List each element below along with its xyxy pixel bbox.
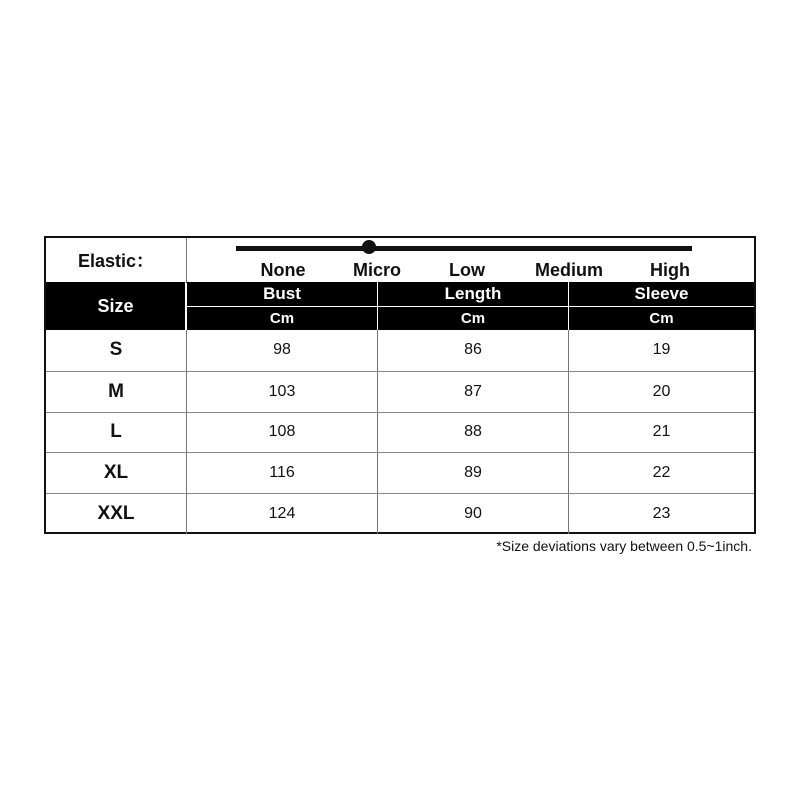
unit-label-sleeve: Cm (569, 307, 754, 330)
elastic-level-low: Low (449, 260, 485, 280)
elastic-scale-marker (362, 240, 376, 254)
unit-label-length: Cm (378, 307, 568, 330)
elastic-level-high: High (650, 260, 690, 280)
size-label: L (46, 413, 187, 453)
bust-value: 98 (187, 330, 378, 371)
bust-value: 116 (187, 453, 378, 493)
sleeve-value: 20 (652, 382, 671, 400)
length-value: 88 (378, 413, 569, 453)
size-label: XL (46, 453, 187, 493)
sleeve-value: 22 (652, 464, 671, 482)
bust-value: 103 (187, 372, 378, 412)
size-chart (44, 236, 756, 534)
sleeve-value: 21 (652, 423, 671, 441)
unit-label-bust: Cm (187, 307, 377, 330)
table-row (46, 452, 754, 493)
bust-value: 124 (187, 494, 378, 534)
size-table-body (46, 330, 754, 534)
size-label: S (46, 330, 187, 371)
column-header-bust: Bust (187, 282, 377, 306)
elastic-scale (187, 238, 754, 282)
elastic-label: Elastic： (46, 238, 187, 282)
sleeve-value: 19 (652, 341, 671, 359)
size-deviation-note: *Size deviations vary between 0.5~1inch. (496, 538, 752, 554)
column-header-sleeve: Sleeve (569, 282, 754, 306)
size-label: M (46, 372, 187, 412)
size-label: XXL (46, 494, 187, 534)
elastic-level-none: None (260, 260, 306, 280)
length-value: 86 (378, 330, 569, 371)
length-value: 89 (378, 453, 569, 493)
elastic-level-medium: Medium (534, 260, 604, 280)
length-value: 90 (378, 494, 569, 534)
size-header: Size (46, 282, 186, 330)
length-value: 87 (378, 372, 569, 412)
sleeve-value: 23 (652, 505, 671, 523)
bust-value: 108 (187, 413, 378, 453)
elastic-scale-line (236, 246, 692, 251)
elastic-level-micro: Micro (352, 260, 402, 280)
table-row (46, 412, 754, 453)
table-row (46, 493, 754, 534)
column-header-length: Length (378, 282, 568, 306)
table-row (46, 371, 754, 412)
table-row (46, 330, 754, 371)
elastic-row (46, 238, 754, 283)
